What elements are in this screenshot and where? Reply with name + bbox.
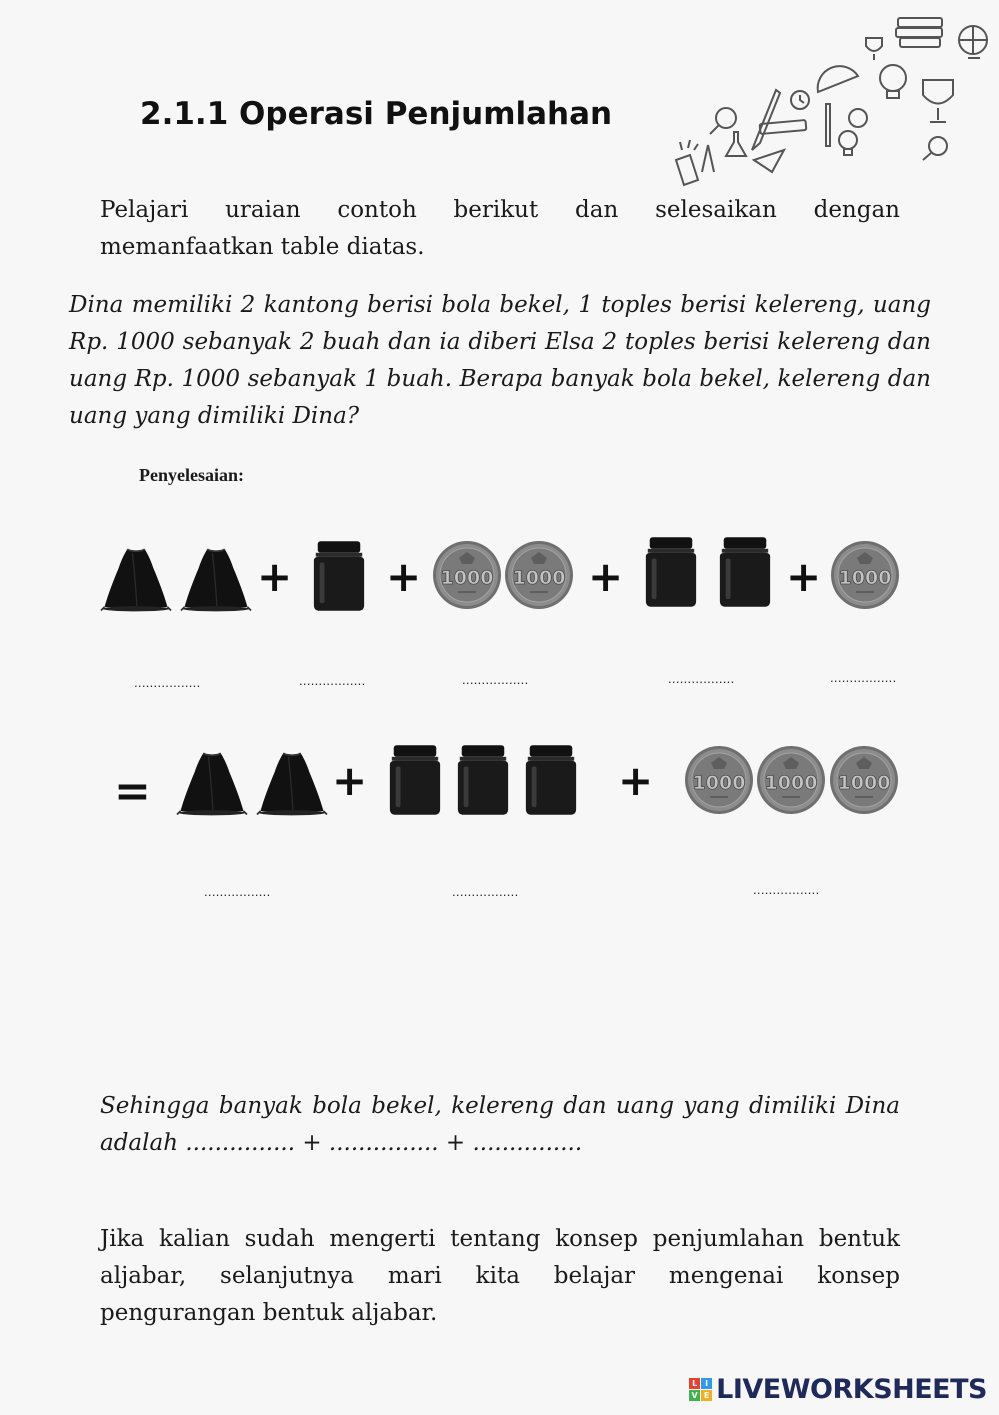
plus-operator: + [386,552,422,601]
coin-1000-image [829,745,899,815]
answer-blank[interactable]: ................. [830,670,897,685]
intro-paragraph: Pelajari uraian contoh berikut dan selesaikan dengan memanfaatkan table diatas. [100,197,900,260]
answer-blank[interactable]: ................. [452,884,519,899]
answer-blank[interactable]: ................. [753,882,820,897]
plus-operator: + [588,552,624,601]
problem-statement: Dina memiliki 2 kantong berisi bola bekel, 1 toples berisi kelereng, uang Rp. 1000 sebanyak 2 buah dan ia diberi Elsa 2 toples berisi kelereng dan uang Rp. 1000 sebanyak 1 buah. Berapa banyak bola bekel, kelereng dan uang yang dimiliki Dina? [69,292,931,429]
bag-image [176,544,256,614]
trophy-small-icon [866,38,882,60]
magnifier-icon [710,108,947,160]
plus-operator: + [257,552,293,601]
coin-1000-image [684,745,754,815]
coin-1000-image [432,540,502,610]
globe-icon [959,26,987,58]
liveworksheets-logo [689,1374,987,1405]
equals-sign: = [114,766,151,817]
jar-image [716,537,774,607]
coin-1000-image [756,745,826,815]
answer-blank[interactable]: ................. [462,672,529,687]
bag-image [252,748,332,818]
plus-operator: + [618,756,654,805]
answer-blank[interactable]: ................. [134,675,201,690]
outro-paragraph: Jika kalian sudah mengerti tentang konsep penjumlahan bentuk aljabar, selanjutnya mari kita belajar mengenai konsep pengurangan bentuk aljabar. [100,1226,900,1326]
jar-image [522,744,580,816]
answer-blank[interactable]: ................. [668,671,735,686]
coin-1000-image [830,540,900,610]
answer-blank[interactable]: ................. [299,673,366,688]
protractor-icon [818,66,858,92]
brand-name: LIVEWORKSHEETS [716,1374,987,1405]
plus-operator: + [786,552,822,601]
jar-image [310,540,368,612]
pencil-cup-icon [676,140,698,185]
bag-image [172,748,252,818]
conclusion-paragraph: Sehingga banyak bola bekel, kelereng dan uang yang dimiliki Dina adalah ............... + ............... + ............... [100,1093,900,1156]
bag-image [96,544,176,614]
set-square-icon [754,150,784,172]
lightbulb-icon [880,65,906,98]
answer-blank[interactable]: ................. [204,884,271,899]
brand-mark-icon: L I V E [689,1378,712,1401]
coin-1000-image [504,540,574,610]
solution-label: Penyelesaian: [139,465,244,485]
school-doodles-decoration [668,0,999,190]
trophy-icon [923,80,953,122]
bulb-small-icon [839,131,857,155]
flask-icon [726,132,746,156]
jar-image [386,744,444,816]
section-title: 2.1.1 Operasi Penjumlahan [140,96,613,132]
compass-icon [702,145,714,172]
books-stack-icon [896,18,942,47]
plus-operator: + [332,756,368,805]
jar-image [642,537,700,607]
jar-image [454,744,512,816]
